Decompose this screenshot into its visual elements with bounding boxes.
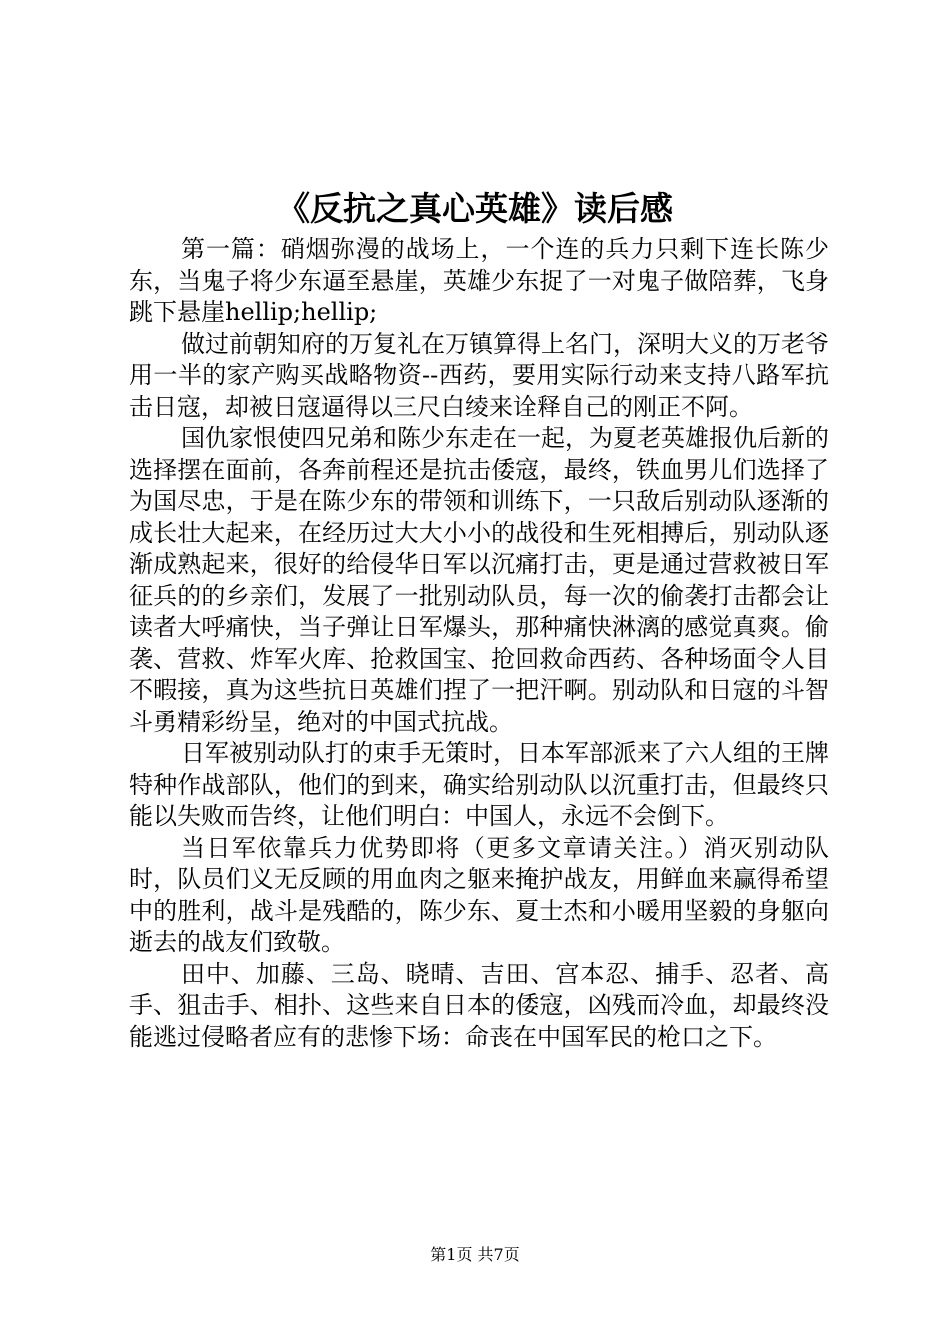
document-body (129, 234, 829, 1053)
document-title: 《反抗之真心英雄》读后感 (277, 189, 673, 228)
paragraph: 做过前朝知府的万复礼在万镇算得上名门，深明大义的万老爷用一半的家产购买战略物资--西药，要用实际行动来支持八路军抗击日寇，却被日寇逼得以三尺白绫来诠释自己的刚正不阿。 (129, 329, 829, 421)
paragraph: 当日军依靠兵力优势即将（更多文章请关注。）消灭别动队时，队员们义无反顾的用血肉之躯来掩护战友，用鲜血来赢得希望中的胜利，战斗是残酷的，陈少东、夏士杰和小暖用坚毅的身躯向逝去的战友们致敬。 (129, 833, 829, 956)
paragraph: 田中、加藤、三岛、晓晴、吉田、宫本忍、捕手、忍者、高手、狙击手、相扑、这些来自日本的倭寇，凶残而冷血，却最终没能逃过侵略者应有的悲惨下场：命丧在中国军民的枪口之下。 (129, 959, 829, 1051)
paragraph: 日军被别动队打的束手无策时，日本军部派来了六人组的王牌特种作战部队，他们的到来，确实给别动队以沉重打击，但最终只能以失败而告终，让他们明白：中国人，永远不会倒下。 (129, 739, 829, 830)
paragraph: 国仇家恨使四兄弟和陈少东走在一起，为夏老英雄报仇后新的选择摆在面前，各奔前程还是抗击倭寇，最终，铁血男儿们选择了为国尽忠，于是在陈少东的带领和训练下，一只敌后别动队逐渐的成长壮大起来，在经历过大大小小的战役和生死相搏后，别动队逐渐成熟起来，很好的给侵华日军以沉痛打击，更是通过营救被日军征兵的的乡亲们，发展了一批别动队员，每一次的偷袭打击都会让读者大呼痛快，当子弹让日军爆头，那种痛快淋漓的感觉真爽。偷袭、营救、炸军火库、抢救国宝、抢回救命西药、各种场面令人目不暇接，真为这些抗日英雄们捏了一把汗啊。别动队和日寇的斗智斗勇精彩纷呈，绝对的中国式抗战。 (129, 424, 829, 736)
paragraph: 第一篇：硝烟弥漫的战场上，一个连的兵力只剩下连长陈少东，当鬼子将少东逼至悬崖，英雄少东捉了一对鬼子做陪葬，飞身跳下悬崖hellip;hellip; (129, 235, 829, 326)
page-number-footer: 第1页 共7页 (430, 1245, 520, 1264)
